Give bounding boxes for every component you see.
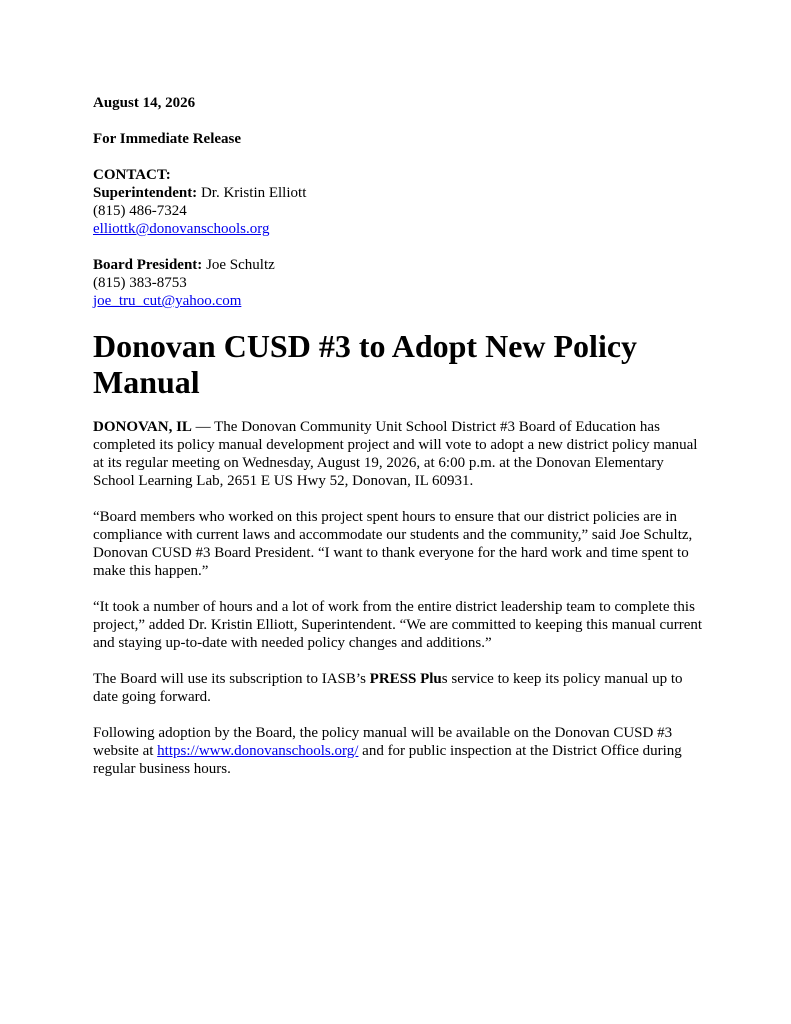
president-email-link[interactable]: joe_tru_cut@yahoo.com (93, 293, 242, 309)
president-line (93, 256, 708, 274)
press-release-page (93, 94, 708, 796)
release-date: August 14, 2026 (93, 95, 196, 111)
paragraph-1 (93, 418, 708, 490)
paragraph-2: “Board members who worked on this project spent hours to ensure that our district policies are in compliance with current laws and accommodate our students and the community,” said Joe Schultz, Donovan CUSD #3 Board President. “I want to thank everyone for the hard work and time spent to make this happen.” (93, 509, 693, 579)
superintendent-phone: (815) 486-7324 (93, 203, 187, 219)
paragraph-1-text: — The Donovan Community Unit School District #3 Board of Education has completed its policy manual development project and will vote to adopt a new district policy manual at its regular meeting on Wednesday, August 19, 2026, at 6:00 p.m. at the Donovan Elementary School Learning Lab, 2651 E US Hwy 52, Donovan, IL 60931. (93, 419, 698, 489)
paragraph-4-text-b: s service to keep its policy manual up to date going forward. (93, 671, 683, 705)
release-type: For Immediate Release (93, 131, 242, 147)
president-phone: (815) 383-8753 (93, 275, 187, 291)
website-link[interactable]: https://www.donovanschools.org/ (157, 743, 359, 759)
paragraph-4 (93, 670, 708, 706)
president-label: Board President: (93, 257, 203, 273)
paragraph-5-text-a: Following adoption by the Board, the policy manual will be available on the Donovan CUSD #3 website at (93, 725, 673, 759)
superintendent-name: Dr. Kristin Elliott (197, 185, 307, 201)
superintendent-line (93, 184, 708, 202)
contact-block (93, 166, 708, 310)
paragraph-5-text-b: and for public inspection at the District Office during regular business hours. (93, 743, 682, 777)
superintendent-label: Superintendent: (93, 185, 198, 201)
contact-heading: CONTACT: (93, 167, 171, 183)
paragraph-5 (93, 724, 708, 778)
press-plus-name: PRESS Plu (369, 671, 442, 687)
superintendent-email-link[interactable]: elliottk@donovanschools.org (93, 221, 270, 237)
dateline: DONOVAN, IL (93, 419, 192, 435)
paragraph-4-text-a: The Board will use its subscription to IASB’s (93, 671, 370, 687)
article-title: Donovan CUSD #3 to Adopt New Policy Manual (93, 328, 638, 400)
president-name: Joe Schultz (202, 257, 275, 273)
paragraph-3: “It took a number of hours and a lot of work from the entire district leadership team to complete this project,” added Dr. Kristin Elliott, Superintendent. “We are committed to keeping this manual current and staying up-to-date with needed policy changes and additions.” (93, 599, 703, 651)
